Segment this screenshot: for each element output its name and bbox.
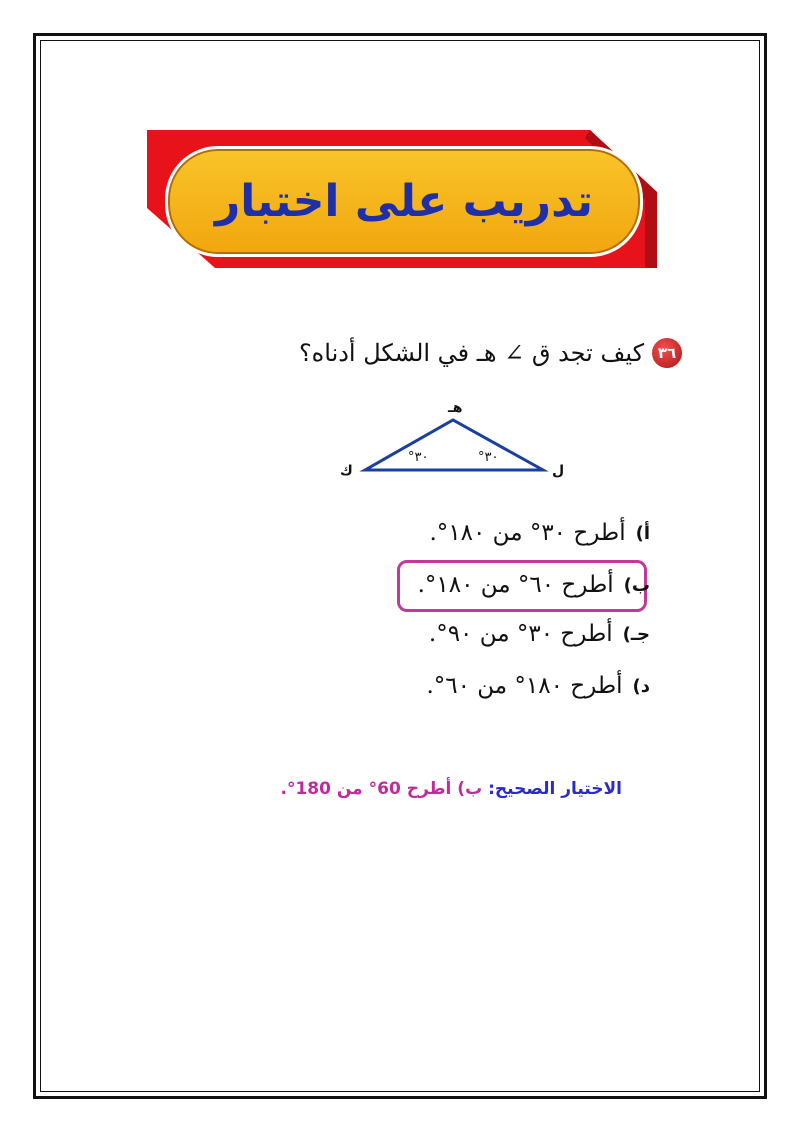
choice-c-text: أطرح ٣٠° من ٩٠°. bbox=[428, 621, 613, 647]
answer-label: الاختيار الصحيح: bbox=[488, 779, 622, 799]
choice-a-text: أطرح ٣٠° من ١٨٠°. bbox=[429, 520, 626, 546]
angle-label-right: °٣٠ bbox=[478, 450, 499, 465]
choice-b-text: أطرح ٦٠° من ١٨٠°. bbox=[417, 572, 614, 598]
vertex-label-left: ك bbox=[340, 463, 353, 479]
triangle-shape bbox=[365, 420, 543, 470]
choice-c-letter: جـ) bbox=[622, 623, 650, 645]
question-row bbox=[299, 338, 682, 368]
question-number-badge: ٣٦ bbox=[652, 338, 682, 368]
choice-b-letter: ب) bbox=[623, 574, 650, 596]
question-text: كيف تجد ق ∠ هـ في الشكل أدناه؟ bbox=[298, 339, 644, 367]
choice-b[interactable] bbox=[418, 572, 650, 598]
vertex-label-right: ل bbox=[552, 463, 565, 479]
choice-a[interactable] bbox=[430, 520, 651, 546]
banner-pill bbox=[165, 146, 643, 257]
triangle-figure bbox=[330, 395, 570, 485]
choice-d-letter: د) bbox=[632, 675, 650, 697]
banner-title: تدريب على اختبار bbox=[214, 176, 594, 227]
angle-label-left: °٣٠ bbox=[408, 450, 429, 465]
choice-a-letter: أ) bbox=[635, 522, 650, 544]
title-banner bbox=[145, 130, 660, 270]
vertex-label-top: هـ bbox=[448, 400, 463, 416]
answer-value: ب) أطرح 60° من 180°. bbox=[280, 779, 483, 799]
choice-c[interactable] bbox=[429, 621, 650, 647]
correct-answer-line bbox=[280, 779, 622, 799]
choice-d[interactable] bbox=[426, 673, 650, 699]
choice-d-text: أطرح ١٨٠° من ٦٠°. bbox=[426, 673, 623, 699]
